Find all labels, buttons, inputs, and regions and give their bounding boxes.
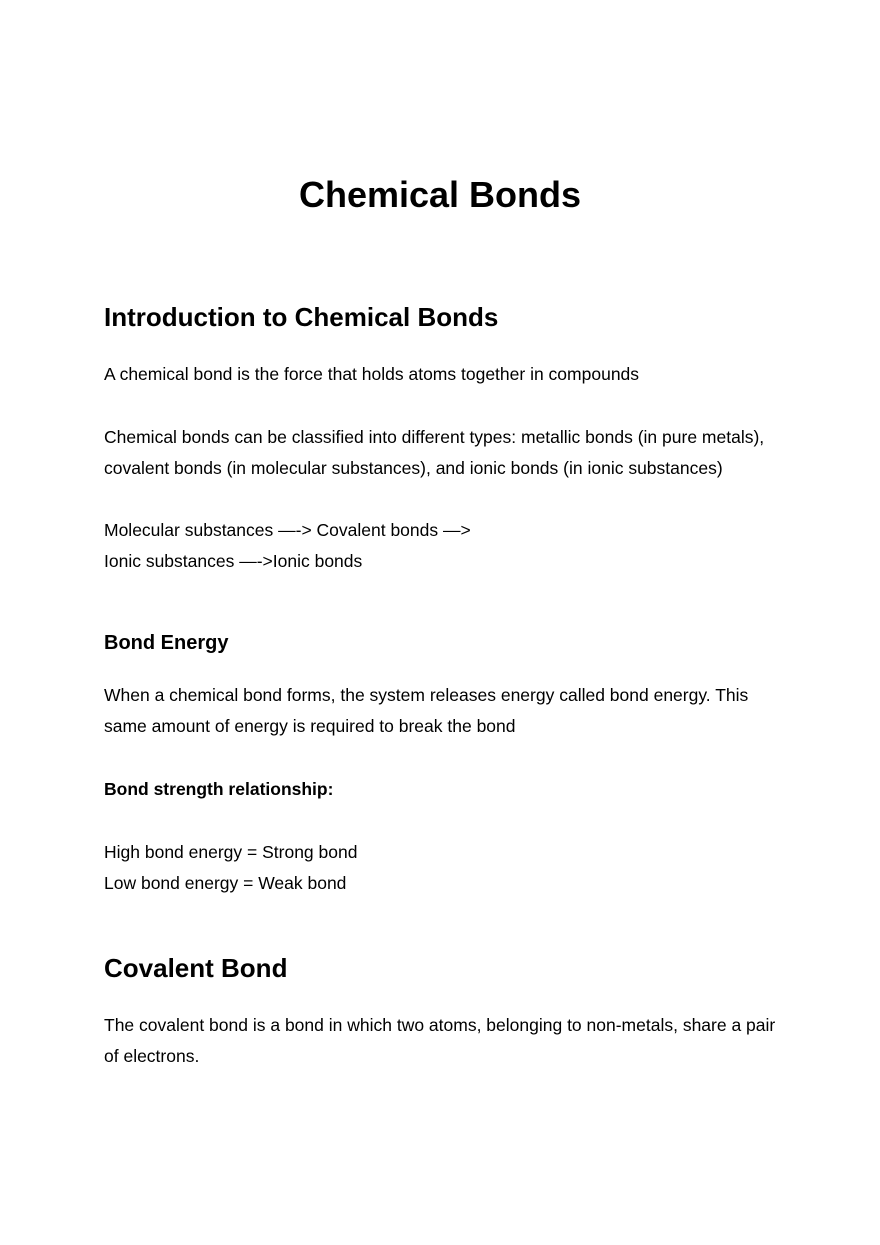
intro-paragraph-classification [104,422,784,484]
intro-paragraph-definition [104,359,784,390]
section-heading-covalent-bond: Covalent Bond [104,953,288,983]
document-title: Chemical Bonds [298,174,582,215]
intro-definition-line: A chemical bond is the force that holds atoms together in compounds [104,364,640,384]
intro-classification-line-2: covalent bonds (in molecular substances), and ionic bonds (in ionic substances) [104,458,723,478]
intro-classification-line-1: Chemical bonds can be classified into different types: metallic bonds (in pure metals), [104,427,765,447]
bond-energy-paragraph [104,680,784,742]
covalent-paragraph [104,1010,784,1072]
section-heading-bond-energy: Bond Energy [104,632,229,654]
bond-energy-line-1: When a chemical bond forms, the system releases energy called bond energy. This [104,685,749,705]
bond-strength-label [104,774,784,805]
bond-energy-line-2: same amount of energy is required to break the bond [104,716,516,736]
section-heading-introduction: Introduction to Chemical Bonds [104,302,499,332]
bond-strength-label-text: Bond strength relationship: [104,779,334,799]
intro-substance-map [104,515,784,577]
substance-map-line-1: Molecular substances —-> Covalent bonds —> [104,520,471,540]
covalent-line-2: of electrons. [104,1046,200,1066]
covalent-line-1: The covalent bond is a bond in which two atoms, belonging to non-metals, share a pair [104,1015,776,1035]
bond-strength-relationship [104,837,784,899]
relationship-line-low: Low bond energy = Weak bond [104,873,347,893]
relationship-line-high: High bond energy = Strong bond [104,842,358,862]
substance-map-line-2: Ionic substances —->Ionic bonds [104,551,363,571]
